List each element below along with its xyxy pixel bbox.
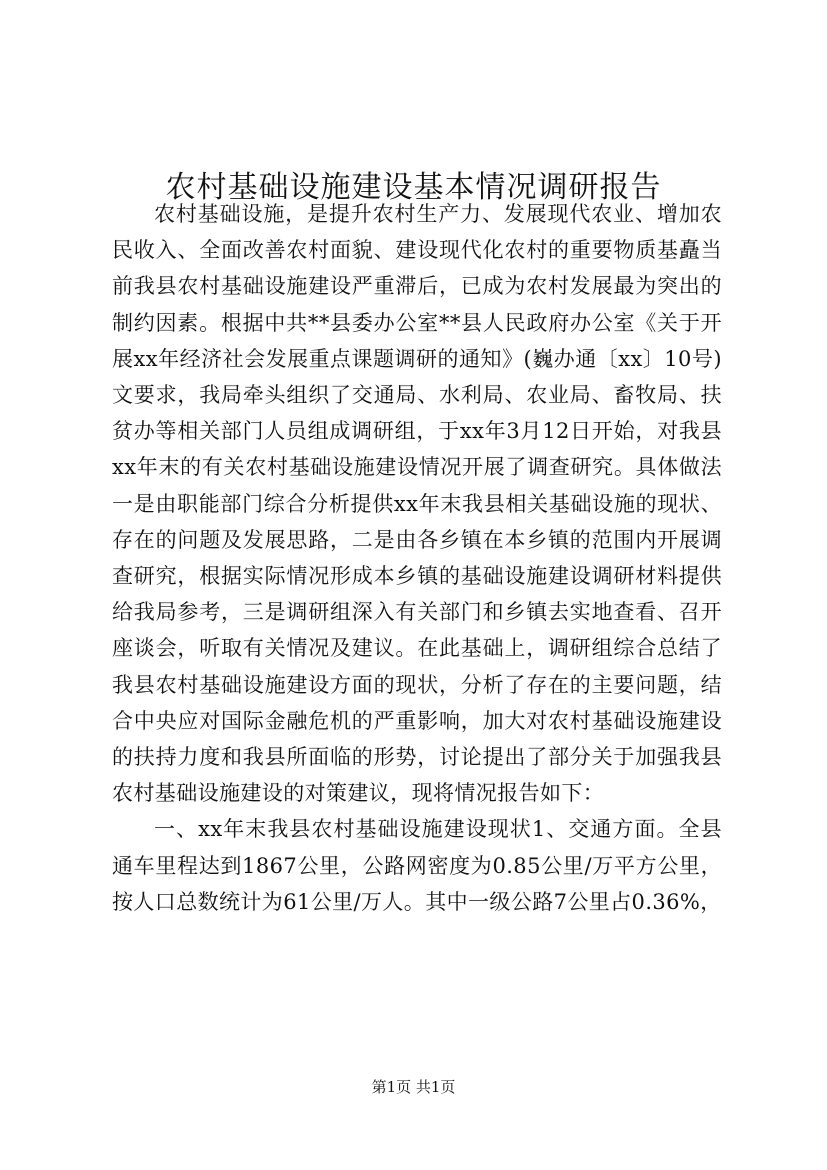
document-title: 农村基础设施建设基本情况调研报告 (165, 170, 662, 206)
paragraph-section-1: 一、xx年末我县农村基础设施建设现状1、交通方面。全县通车里程达到1867公里，公路网密度为0.85公里/万平方公里，按人口总数统计为61公里/万人。其中一级公路7公里占0.36%， (112, 817, 722, 914)
paragraph-intro: 农村基础设施，是提升农村生产力、发展现代农业、增加农民收入、全面改善农村面貌、建设现代化农村的重要物质基矗当前我县农村基础设施建设严重滞后，已成为农村发展最为突出的制约因素。根据中共**县委办公室**县人民政府办公室《关于开展xx年经济社会发展重点课题调研的通知》(巍办通〔xx〕10号)文要求，我局牵头组织了交通局、水利局、农业局、畜牧局、扶贫办等相关部门人员组成调研组，于xx年3月12日开始，对我县xx年末的有关农村基础设施建设情况开展了调查研究。具体做法一是由职能部门综合分析提供xx年末我县相关基础设施的现状、存在的问题及发展思路，二是由各乡镇在本乡镇的范围内开展调查研究，根据实际情况形成本乡镇的基础设施建设调研材料提供给我局参考，三是调研组深入有关部门和乡镇去实地查看、召开座谈会，听取有关情况及建议。在此基础上，调研组综合总结了我县农村基础设施建设方面的现状，分析了存在的主要问题，结合中央应对国际金融危机的严重影响，加大对农村基础设施建设的扶持力度和我县所面临的形势，讨论提出了部分关于加强我县农村基础设施建设的对策建议，现将情况报告如下： (112, 202, 722, 806)
page-footer: 第1页 共1页 (371, 1078, 456, 1096)
document-body (112, 196, 722, 920)
